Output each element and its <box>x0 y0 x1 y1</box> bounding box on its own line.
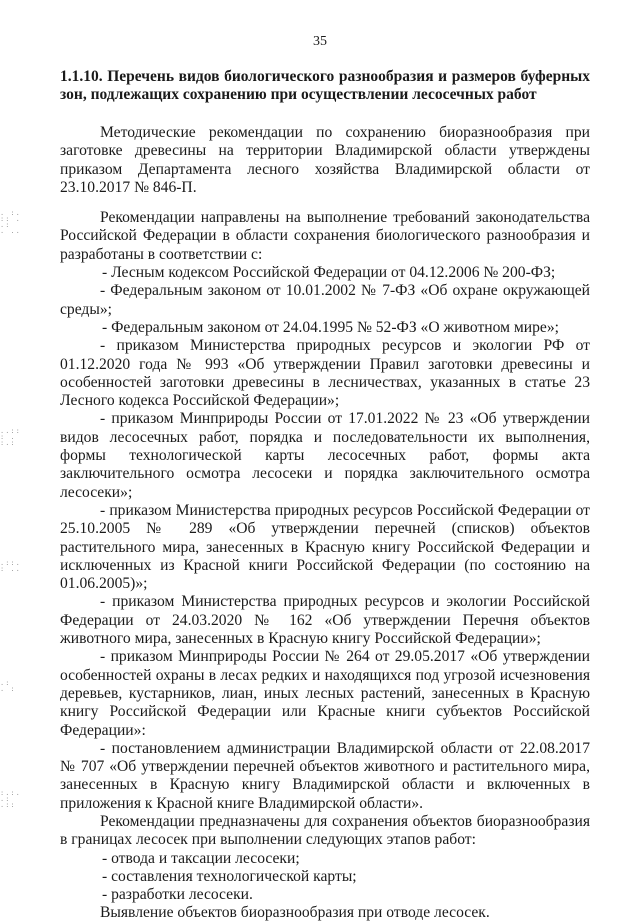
scan-artifact: ..:: : . :.: <box>0 427 21 447</box>
list-item-stage-development: - разработки лесосеки. <box>102 886 253 904</box>
list-item-order-264: - приказом Минприроды России № 264 от 29.05.2017 «Об утверждении особенностей охраны в лесах редких и находящихся под угрозой исчезновения деревьев, кустарников, лиан, иных лесных растений, занесенных в Красную книгу Российской Федерации или Красные книги субъектов Российской Федерации»: <box>60 648 590 739</box>
page-number: 35 <box>313 34 327 49</box>
scan-artifact: .: . : <box>0 679 16 693</box>
list-item-resolution-707: - постановлением администрации Владимирской области от 22.08.2017 № 707 «Об утверждении перечней объектов животного и растительного мира, занесенных в Красную книгу Владимирской области и включенных в приложения к Красной книге Владимирской области». <box>60 739 590 812</box>
list-item-stage-allocation: - отвода и таксации лесосеки; <box>102 849 300 867</box>
paragraph-identification: Выявление объектов биоразнообразия при отводе лесосек. <box>100 904 490 922</box>
list-item-order-23: - приказом Минприроды России от 17.01.2022 № 23 «Об утверждении видов лесосечных работ, порядка и последовательности их выполнения, формы технологической карты лесосечных работ, формы акта заключительного осмотра лесосеки и порядка заключительного осмотра лесосеки»; <box>60 410 590 501</box>
scan-artifact: .::. : .. <box>0 559 21 573</box>
scan-artifact: :.:. .: .:: <box>0 789 21 809</box>
list-item-order-993: - приказом Министерства природных ресурсов и экологии РФ от 01.12.2020 года № 993 «Об утверждении Правил заготовки древесины и особенностей заготовки древесины в лесничествах, указанных в статье 23 Лесного кодекса Российской Федерации»; <box>60 337 590 410</box>
paragraph-purpose: Рекомендации предназначены для сохранения объектов биоразнообразия в границах лесосек при выполнении следующих этапов работ: <box>60 812 590 849</box>
section-heading: 1.1.10. Перечень видов биологического разнообразия и размеров буферных зон, подлежащих сохранению при осуществлении лесосечных работ <box>60 68 590 103</box>
list-item-law-wildlife: - Федеральным законом от 24.04.1995 № 52-ФЗ «О животном мире»; <box>102 318 559 336</box>
list-item-order-162: - приказом Министерства природных ресурсов и экологии Российской Федерации от 24.03.2020 № 162 «Об утверждении Перечня объектов животного мира, занесенных в Красную книгу Российской Федерации»; <box>60 593 590 648</box>
list-item-stage-tech-map: - составления технологической карты; <box>102 867 357 885</box>
list-item-forest-code: - Лесным кодексом Российской Федерации от 04.12.2006 № 200-ФЗ; <box>102 264 556 282</box>
list-item-law-environment: - Федеральным законом от 10.01.2002 № 7-ФЗ «Об охране окружающей среды»; <box>60 282 590 318</box>
list-item-order-289: - приказом Министерства природных ресурсов Российской Федерации от 25.10.2005 № 289 «Об утверждении перечней (списков) объектов растительного мира, занесенных в Красную книгу Российской Федерации и исключенных из Красной книги Российской Федерации (по состоянию на 01.06.2005)»; <box>60 501 590 593</box>
paragraph-intro: Методические рекомендации по сохранению биоразнообразия при заготовке древесины на территории Владимирской области утверждены приказом Департамента лесного хозяйства Владимирской области от 23.10.2017 № 846-П. <box>60 124 590 196</box>
paragraph-requirements: Рекомендации направлены на выполнение требований законодательства Российской Федерации в области сохранения биологического разнообразия и разработаны в соответствии с: <box>60 209 590 263</box>
scan-artifact: . :. :: . .: . .. <box>0 209 21 235</box>
document-body <box>60 124 590 923</box>
